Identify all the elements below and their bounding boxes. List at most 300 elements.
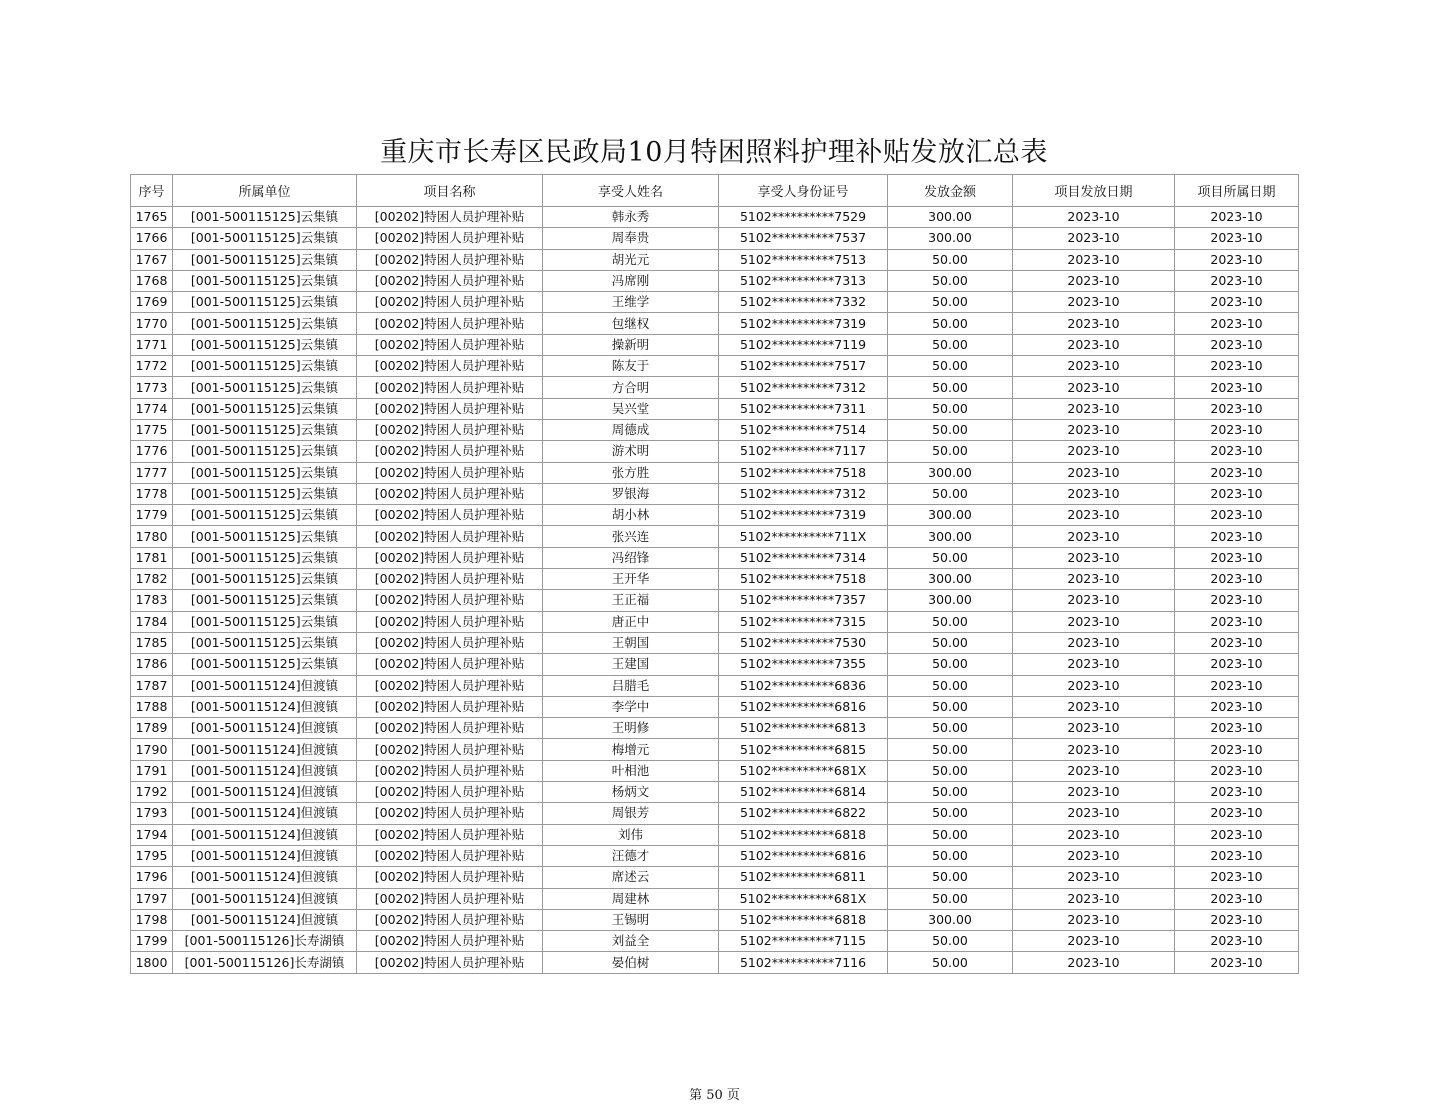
cell-amount: 50.00 [888,867,1013,888]
cell-project: [00202]特困人员护理补贴 [357,569,543,590]
cell-period-date: 2023-10 [1175,547,1299,568]
table-row [131,334,1299,355]
cell-id-number: 5102**********7332 [719,292,888,313]
cell-project: [00202]特困人员护理补贴 [357,526,543,547]
cell-unit: [001-500115124]但渡镇 [173,696,357,717]
cell-unit: [001-500115125]云集镇 [173,505,357,526]
cell-name: 包继权 [543,313,719,334]
cell-amount: 50.00 [888,292,1013,313]
cell-project: [00202]特困人员护理补贴 [357,824,543,845]
cell-name: 王明修 [543,718,719,739]
cell-id-number: 5102**********7314 [719,547,888,568]
cell-amount: 50.00 [888,334,1013,355]
cell-issue-date: 2023-10 [1013,632,1175,653]
table-row [131,569,1299,590]
cell-amount: 50.00 [888,803,1013,824]
cell-period-date: 2023-10 [1175,696,1299,717]
cell-index: 1797 [131,888,173,909]
cell-amount: 50.00 [888,675,1013,696]
cell-unit: [001-500115125]云集镇 [173,228,357,249]
table-row [131,505,1299,526]
cell-issue-date: 2023-10 [1013,718,1175,739]
cell-unit: [001-500115125]云集镇 [173,270,357,291]
cell-period-date: 2023-10 [1175,270,1299,291]
cell-project: [00202]特困人员护理补贴 [357,356,543,377]
cell-project: [00202]特困人员护理补贴 [357,441,543,462]
cell-issue-date: 2023-10 [1013,419,1175,440]
cell-project: [00202]特困人员护理补贴 [357,632,543,653]
cell-index: 1780 [131,526,173,547]
cell-index: 1800 [131,952,173,973]
cell-issue-date: 2023-10 [1013,377,1175,398]
cell-index: 1784 [131,611,173,632]
cell-index: 1789 [131,718,173,739]
header-id-number: 享受人身份证号 [719,175,888,207]
cell-index: 1769 [131,292,173,313]
cell-unit: [001-500115125]云集镇 [173,356,357,377]
cell-index: 1798 [131,909,173,930]
cell-amount: 50.00 [888,483,1013,504]
cell-period-date: 2023-10 [1175,441,1299,462]
cell-amount: 50.00 [888,270,1013,291]
cell-issue-date: 2023-10 [1013,398,1175,419]
cell-amount: 50.00 [888,249,1013,270]
cell-name: 梅增元 [543,739,719,760]
cell-index: 1785 [131,632,173,653]
page-title: 重庆市长寿区民政局10月特困照料护理补贴发放汇总表 [380,137,1048,168]
cell-unit: [001-500115125]云集镇 [173,569,357,590]
cell-unit: [001-500115125]云集镇 [173,334,357,355]
cell-period-date: 2023-10 [1175,313,1299,334]
table-row [131,782,1299,803]
cell-unit: [001-500115125]云集镇 [173,249,357,270]
cell-issue-date: 2023-10 [1013,569,1175,590]
cell-project: [00202]特困人员护理补贴 [357,207,543,228]
cell-id-number: 5102**********7319 [719,505,888,526]
cell-name: 叶相池 [543,760,719,781]
cell-name: 周银芳 [543,803,719,824]
cell-issue-date: 2023-10 [1013,654,1175,675]
cell-unit: [001-500115124]但渡镇 [173,760,357,781]
cell-id-number: 5102**********7319 [719,313,888,334]
table-row [131,675,1299,696]
table-row [131,419,1299,440]
table-row [131,547,1299,568]
cell-project: [00202]特困人员护理补贴 [357,760,543,781]
table-row [131,632,1299,653]
cell-id-number: 5102**********7518 [719,569,888,590]
cell-index: 1786 [131,654,173,675]
cell-issue-date: 2023-10 [1013,824,1175,845]
cell-amount: 50.00 [888,931,1013,952]
cell-project: [00202]特困人员护理补贴 [357,462,543,483]
cell-issue-date: 2023-10 [1013,505,1175,526]
cell-id-number: 5102**********7311 [719,398,888,419]
cell-id-number: 5102**********7312 [719,483,888,504]
cell-id-number: 5102**********6818 [719,824,888,845]
cell-id-number: 5102**********6816 [719,845,888,866]
cell-name: 王开华 [543,569,719,590]
cell-project: [00202]特困人员护理补贴 [357,483,543,504]
cell-amount: 50.00 [888,718,1013,739]
header-index: 序号 [131,175,173,207]
cell-unit: [001-500115125]云集镇 [173,441,357,462]
cell-period-date: 2023-10 [1175,760,1299,781]
cell-unit: [001-500115125]云集镇 [173,654,357,675]
cell-id-number: 5102**********6814 [719,782,888,803]
table-row [131,526,1299,547]
cell-period-date: 2023-10 [1175,931,1299,952]
cell-issue-date: 2023-10 [1013,249,1175,270]
header-name: 享受人姓名 [543,175,719,207]
table-row [131,867,1299,888]
cell-project: [00202]特困人员护理补贴 [357,611,543,632]
cell-index: 1773 [131,377,173,398]
cell-issue-date: 2023-10 [1013,675,1175,696]
cell-unit: [001-500115125]云集镇 [173,462,357,483]
cell-issue-date: 2023-10 [1013,803,1175,824]
cell-unit: [001-500115126]长寿湖镇 [173,931,357,952]
cell-period-date: 2023-10 [1175,782,1299,803]
cell-amount: 300.00 [888,909,1013,930]
cell-project: [00202]特困人员护理补贴 [357,654,543,675]
cell-issue-date: 2023-10 [1013,441,1175,462]
cell-issue-date: 2023-10 [1013,782,1175,803]
table-row [131,888,1299,909]
cell-amount: 300.00 [888,569,1013,590]
cell-name: 汪德才 [543,845,719,866]
cell-id-number: 5102**********7517 [719,356,888,377]
cell-unit: [001-500115125]云集镇 [173,292,357,313]
cell-amount: 50.00 [888,696,1013,717]
cell-name: 胡光元 [543,249,719,270]
cell-amount: 50.00 [888,739,1013,760]
cell-id-number: 5102**********7315 [719,611,888,632]
cell-project: [00202]特困人员护理补贴 [357,228,543,249]
cell-project: [00202]特困人员护理补贴 [357,334,543,355]
cell-issue-date: 2023-10 [1013,313,1175,334]
cell-issue-date: 2023-10 [1013,462,1175,483]
table-row [131,292,1299,313]
cell-unit: [001-500115124]但渡镇 [173,824,357,845]
cell-amount: 50.00 [888,356,1013,377]
cell-index: 1795 [131,845,173,866]
cell-unit: [001-500115125]云集镇 [173,419,357,440]
cell-period-date: 2023-10 [1175,505,1299,526]
table-row [131,718,1299,739]
cell-index: 1778 [131,483,173,504]
cell-id-number: 5102**********7530 [719,632,888,653]
cell-id-number: 5102**********7514 [719,419,888,440]
cell-amount: 50.00 [888,824,1013,845]
cell-project: [00202]特困人员护理补贴 [357,696,543,717]
cell-amount: 300.00 [888,228,1013,249]
cell-id-number: 5102**********7537 [719,228,888,249]
cell-issue-date: 2023-10 [1013,207,1175,228]
cell-index: 1779 [131,505,173,526]
cell-project: [00202]特困人员护理补贴 [357,867,543,888]
cell-unit: [001-500115124]但渡镇 [173,739,357,760]
cell-name: 韩永秀 [543,207,719,228]
cell-unit: [001-500115126]长寿湖镇 [173,952,357,973]
cell-unit: [001-500115124]但渡镇 [173,909,357,930]
table-row [131,590,1299,611]
cell-id-number: 5102**********711X [719,526,888,547]
cell-period-date: 2023-10 [1175,526,1299,547]
cell-period-date: 2023-10 [1175,888,1299,909]
cell-unit: [001-500115124]但渡镇 [173,782,357,803]
table-body [131,207,1299,974]
cell-project: [00202]特困人员护理补贴 [357,377,543,398]
cell-id-number: 5102**********7119 [719,334,888,355]
cell-issue-date: 2023-10 [1013,739,1175,760]
cell-amount: 300.00 [888,590,1013,611]
cell-period-date: 2023-10 [1175,867,1299,888]
cell-amount: 50.00 [888,845,1013,866]
table-row [131,207,1299,228]
cell-issue-date: 2023-10 [1013,696,1175,717]
cell-issue-date: 2023-10 [1013,760,1175,781]
cell-issue-date: 2023-10 [1013,270,1175,291]
cell-index: 1791 [131,760,173,781]
cell-period-date: 2023-10 [1175,334,1299,355]
cell-index: 1792 [131,782,173,803]
cell-name: 操新明 [543,334,719,355]
cell-id-number: 5102**********7115 [719,931,888,952]
cell-index: 1776 [131,441,173,462]
cell-unit: [001-500115124]但渡镇 [173,888,357,909]
cell-index: 1770 [131,313,173,334]
cell-id-number: 5102**********7117 [719,441,888,462]
table-row [131,356,1299,377]
cell-project: [00202]特困人员护理补贴 [357,718,543,739]
cell-issue-date: 2023-10 [1013,867,1175,888]
cell-period-date: 2023-10 [1175,909,1299,930]
cell-amount: 50.00 [888,547,1013,568]
cell-issue-date: 2023-10 [1013,888,1175,909]
cell-amount: 50.00 [888,632,1013,653]
cell-period-date: 2023-10 [1175,718,1299,739]
table-row [131,845,1299,866]
cell-period-date: 2023-10 [1175,590,1299,611]
table-row [131,483,1299,504]
cell-period-date: 2023-10 [1175,377,1299,398]
cell-amount: 50.00 [888,441,1013,462]
cell-project: [00202]特困人员护理补贴 [357,675,543,696]
cell-index: 1768 [131,270,173,291]
cell-period-date: 2023-10 [1175,207,1299,228]
cell-index: 1774 [131,398,173,419]
cell-amount: 300.00 [888,505,1013,526]
cell-project: [00202]特困人员护理补贴 [357,313,543,334]
cell-name: 刘益全 [543,931,719,952]
cell-amount: 50.00 [888,782,1013,803]
table-row [131,654,1299,675]
cell-period-date: 2023-10 [1175,483,1299,504]
cell-index: 1765 [131,207,173,228]
table-row [131,952,1299,973]
cell-amount: 50.00 [888,377,1013,398]
cell-name: 吴兴堂 [543,398,719,419]
cell-id-number: 5102**********6818 [719,909,888,930]
cell-unit: [001-500115125]云集镇 [173,611,357,632]
cell-amount: 300.00 [888,207,1013,228]
table-row [131,249,1299,270]
cell-period-date: 2023-10 [1175,569,1299,590]
cell-unit: [001-500115124]但渡镇 [173,675,357,696]
cell-index: 1777 [131,462,173,483]
cell-project: [00202]特困人员护理补贴 [357,888,543,909]
cell-id-number: 5102**********7313 [719,270,888,291]
cell-amount: 50.00 [888,611,1013,632]
cell-project: [00202]特困人员护理补贴 [357,398,543,419]
cell-id-number: 5102**********681X [719,888,888,909]
cell-issue-date: 2023-10 [1013,526,1175,547]
cell-id-number: 5102**********7518 [719,462,888,483]
cell-period-date: 2023-10 [1175,739,1299,760]
header-amount: 发放金额 [888,175,1013,207]
cell-unit: [001-500115125]云集镇 [173,398,357,419]
cell-amount: 50.00 [888,419,1013,440]
cell-unit: [001-500115125]云集镇 [173,377,357,398]
cell-index: 1766 [131,228,173,249]
cell-name: 刘伟 [543,824,719,845]
cell-unit: [001-500115124]但渡镇 [173,845,357,866]
table-row [131,760,1299,781]
cell-issue-date: 2023-10 [1013,292,1175,313]
cell-name: 张方胜 [543,462,719,483]
cell-unit: [001-500115125]云集镇 [173,590,357,611]
cell-period-date: 2023-10 [1175,398,1299,419]
cell-issue-date: 2023-10 [1013,931,1175,952]
cell-index: 1781 [131,547,173,568]
cell-id-number: 5102**********7357 [719,590,888,611]
cell-name: 周德成 [543,419,719,440]
table-row [131,228,1299,249]
cell-name: 晏伯树 [543,952,719,973]
cell-index: 1796 [131,867,173,888]
cell-period-date: 2023-10 [1175,419,1299,440]
cell-issue-date: 2023-10 [1013,845,1175,866]
cell-project: [00202]特困人员护理补贴 [357,292,543,313]
cell-period-date: 2023-10 [1175,824,1299,845]
cell-id-number: 5102**********6813 [719,718,888,739]
cell-period-date: 2023-10 [1175,845,1299,866]
cell-issue-date: 2023-10 [1013,228,1175,249]
cell-name: 冯绍锋 [543,547,719,568]
cell-id-number: 5102**********6822 [719,803,888,824]
cell-index: 1799 [131,931,173,952]
cell-name: 唐正中 [543,611,719,632]
cell-unit: [001-500115125]云集镇 [173,207,357,228]
cell-project: [00202]特困人员护理补贴 [357,419,543,440]
header-period-date: 项目所属日期 [1175,175,1299,207]
cell-unit: [001-500115125]云集镇 [173,483,357,504]
cell-project: [00202]特困人员护理补贴 [357,952,543,973]
cell-id-number: 5102**********6816 [719,696,888,717]
cell-period-date: 2023-10 [1175,632,1299,653]
cell-unit: [001-500115124]但渡镇 [173,718,357,739]
cell-period-date: 2023-10 [1175,654,1299,675]
cell-name: 陈友于 [543,356,719,377]
cell-amount: 50.00 [888,888,1013,909]
cell-name: 王维学 [543,292,719,313]
cell-index: 1771 [131,334,173,355]
cell-issue-date: 2023-10 [1013,334,1175,355]
cell-project: [00202]特困人员护理补贴 [357,505,543,526]
cell-project: [00202]特困人员护理补贴 [357,931,543,952]
cell-index: 1793 [131,803,173,824]
cell-unit: [001-500115125]云集镇 [173,313,357,334]
cell-project: [00202]特困人员护理补贴 [357,590,543,611]
cell-name: 王锡明 [543,909,719,930]
page-number: 第 50 页 [689,1088,740,1103]
table-row [131,611,1299,632]
cell-index: 1790 [131,739,173,760]
cell-unit: [001-500115125]云集镇 [173,526,357,547]
cell-project: [00202]特困人员护理补贴 [357,845,543,866]
cell-project: [00202]特困人员护理补贴 [357,909,543,930]
cell-name: 吕腊毛 [543,675,719,696]
cell-name: 李学中 [543,696,719,717]
table-row [131,696,1299,717]
cell-issue-date: 2023-10 [1013,611,1175,632]
cell-id-number: 5102**********7312 [719,377,888,398]
cell-name: 王正福 [543,590,719,611]
table-row [131,441,1299,462]
cell-issue-date: 2023-10 [1013,356,1175,377]
cell-project: [00202]特困人员护理补贴 [357,739,543,760]
cell-period-date: 2023-10 [1175,249,1299,270]
cell-unit: [001-500115125]云集镇 [173,632,357,653]
cell-issue-date: 2023-10 [1013,590,1175,611]
table-row [131,931,1299,952]
cell-project: [00202]特困人员护理补贴 [357,547,543,568]
cell-issue-date: 2023-10 [1013,483,1175,504]
cell-period-date: 2023-10 [1175,356,1299,377]
cell-issue-date: 2023-10 [1013,909,1175,930]
cell-index: 1788 [131,696,173,717]
cell-name: 冯席刚 [543,270,719,291]
table-row [131,313,1299,334]
cell-period-date: 2023-10 [1175,462,1299,483]
cell-name: 方合明 [543,377,719,398]
header-issue-date: 项目发放日期 [1013,175,1175,207]
cell-period-date: 2023-10 [1175,675,1299,696]
cell-period-date: 2023-10 [1175,803,1299,824]
cell-period-date: 2023-10 [1175,952,1299,973]
cell-name: 周建林 [543,888,719,909]
cell-name: 游术明 [543,441,719,462]
cell-project: [00202]特困人员护理补贴 [357,270,543,291]
table-row [131,739,1299,760]
table-row [131,824,1299,845]
table-row [131,909,1299,930]
cell-amount: 50.00 [888,952,1013,973]
cell-period-date: 2023-10 [1175,611,1299,632]
cell-period-date: 2023-10 [1175,292,1299,313]
cell-period-date: 2023-10 [1175,228,1299,249]
cell-id-number: 5102**********6836 [719,675,888,696]
table-header-row [131,175,1299,207]
cell-unit: [001-500115124]但渡镇 [173,867,357,888]
cell-amount: 50.00 [888,313,1013,334]
cell-name: 王建国 [543,654,719,675]
table-row [131,377,1299,398]
cell-amount: 50.00 [888,760,1013,781]
cell-index: 1782 [131,569,173,590]
cell-amount: 300.00 [888,462,1013,483]
